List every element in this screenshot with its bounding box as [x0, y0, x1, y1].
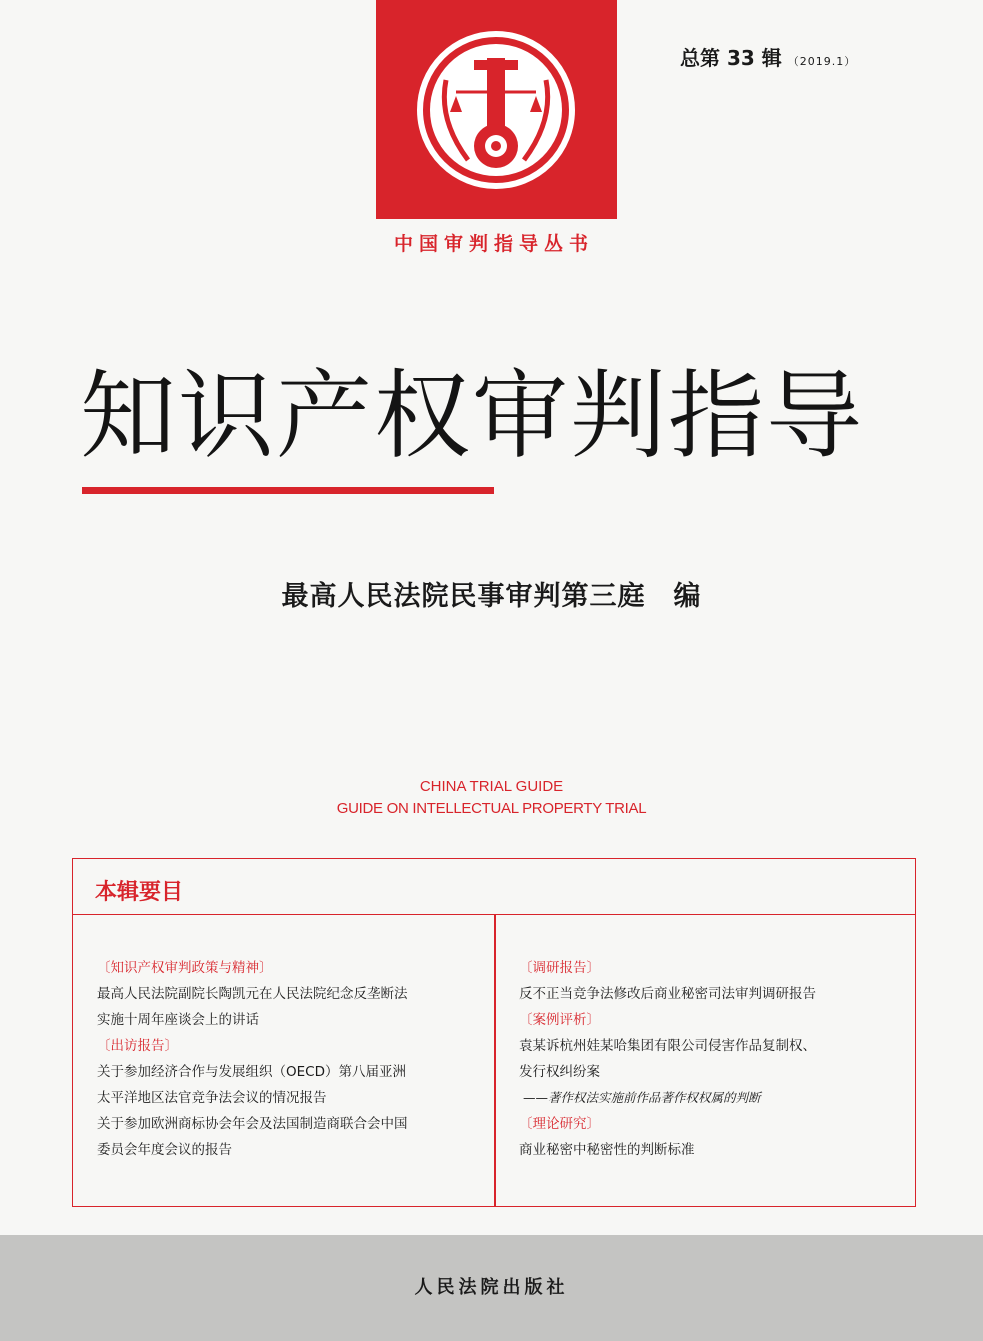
toc-item: 关于参加经济合作与发展组织（OECD）第八届亚洲 [97, 1064, 406, 1080]
toc-column-divider [494, 915, 496, 1206]
editor-line: 最高人民法院民事审判第三庭 编 [281, 581, 702, 612]
toc-left-column [97, 955, 487, 1163]
toc-subtitle: ——著作权法实施前作品著作权权属的判断 [523, 1090, 761, 1105]
english-title-line-1: CHINA TRIAL GUIDE [419, 778, 564, 795]
toc-item: 关于参加欧洲商标协会年会及法国制造商联合会中国 [97, 1116, 408, 1132]
issue-number [680, 42, 856, 71]
toc-right-column [519, 955, 909, 1163]
court-emblem-icon [376, 0, 617, 219]
title-underline [82, 487, 494, 494]
toc-item: 袁某诉杭州娃某哈集团有限公司侵害作品复制权、 [519, 1038, 816, 1054]
toc-item: 最高人民法院副院长陶凯元在人民法院纪念反垄断法 [97, 986, 408, 1002]
toc-category: 〔理论研究〕 [519, 1116, 600, 1132]
toc-heading: 本辑要目 [95, 880, 184, 905]
english-title-line-2: GUIDE ON INTELLECTUAL PROPERTY TRIAL [336, 800, 647, 817]
book-title: 知识产权审判指导 [80, 360, 864, 472]
toc-category: 〔知识产权审判政策与精神〕 [97, 960, 273, 976]
issue-label: 总第 33 辑 [680, 46, 782, 70]
toc-item: 商业秘密中秘密性的判断标准 [519, 1142, 695, 1158]
toc-item: 发行权纠纷案 [519, 1064, 600, 1080]
toc-item: 委员会年度会议的报告 [97, 1142, 232, 1158]
publisher-name: 人民法院出版社 [414, 1277, 569, 1298]
toc-item: 太平洋地区法官竞争法会议的情况报告 [97, 1090, 327, 1106]
toc-category: 〔案例评析〕 [519, 1012, 600, 1028]
toc-category: 〔调研报告〕 [519, 960, 600, 976]
series-name: 中国审判指导丛书 [393, 233, 594, 255]
toc-item: 反不正当竞争法修改后商业秘密司法审判调研报告 [519, 986, 816, 1002]
court-emblem-block [376, 0, 617, 219]
toc-header [73, 859, 915, 915]
table-of-contents [72, 858, 916, 1207]
toc-item: 实施十周年座谈会上的讲话 [97, 1012, 259, 1028]
issue-date: （2019.1） [787, 55, 857, 68]
toc-category: 〔出访报告〕 [97, 1038, 178, 1054]
